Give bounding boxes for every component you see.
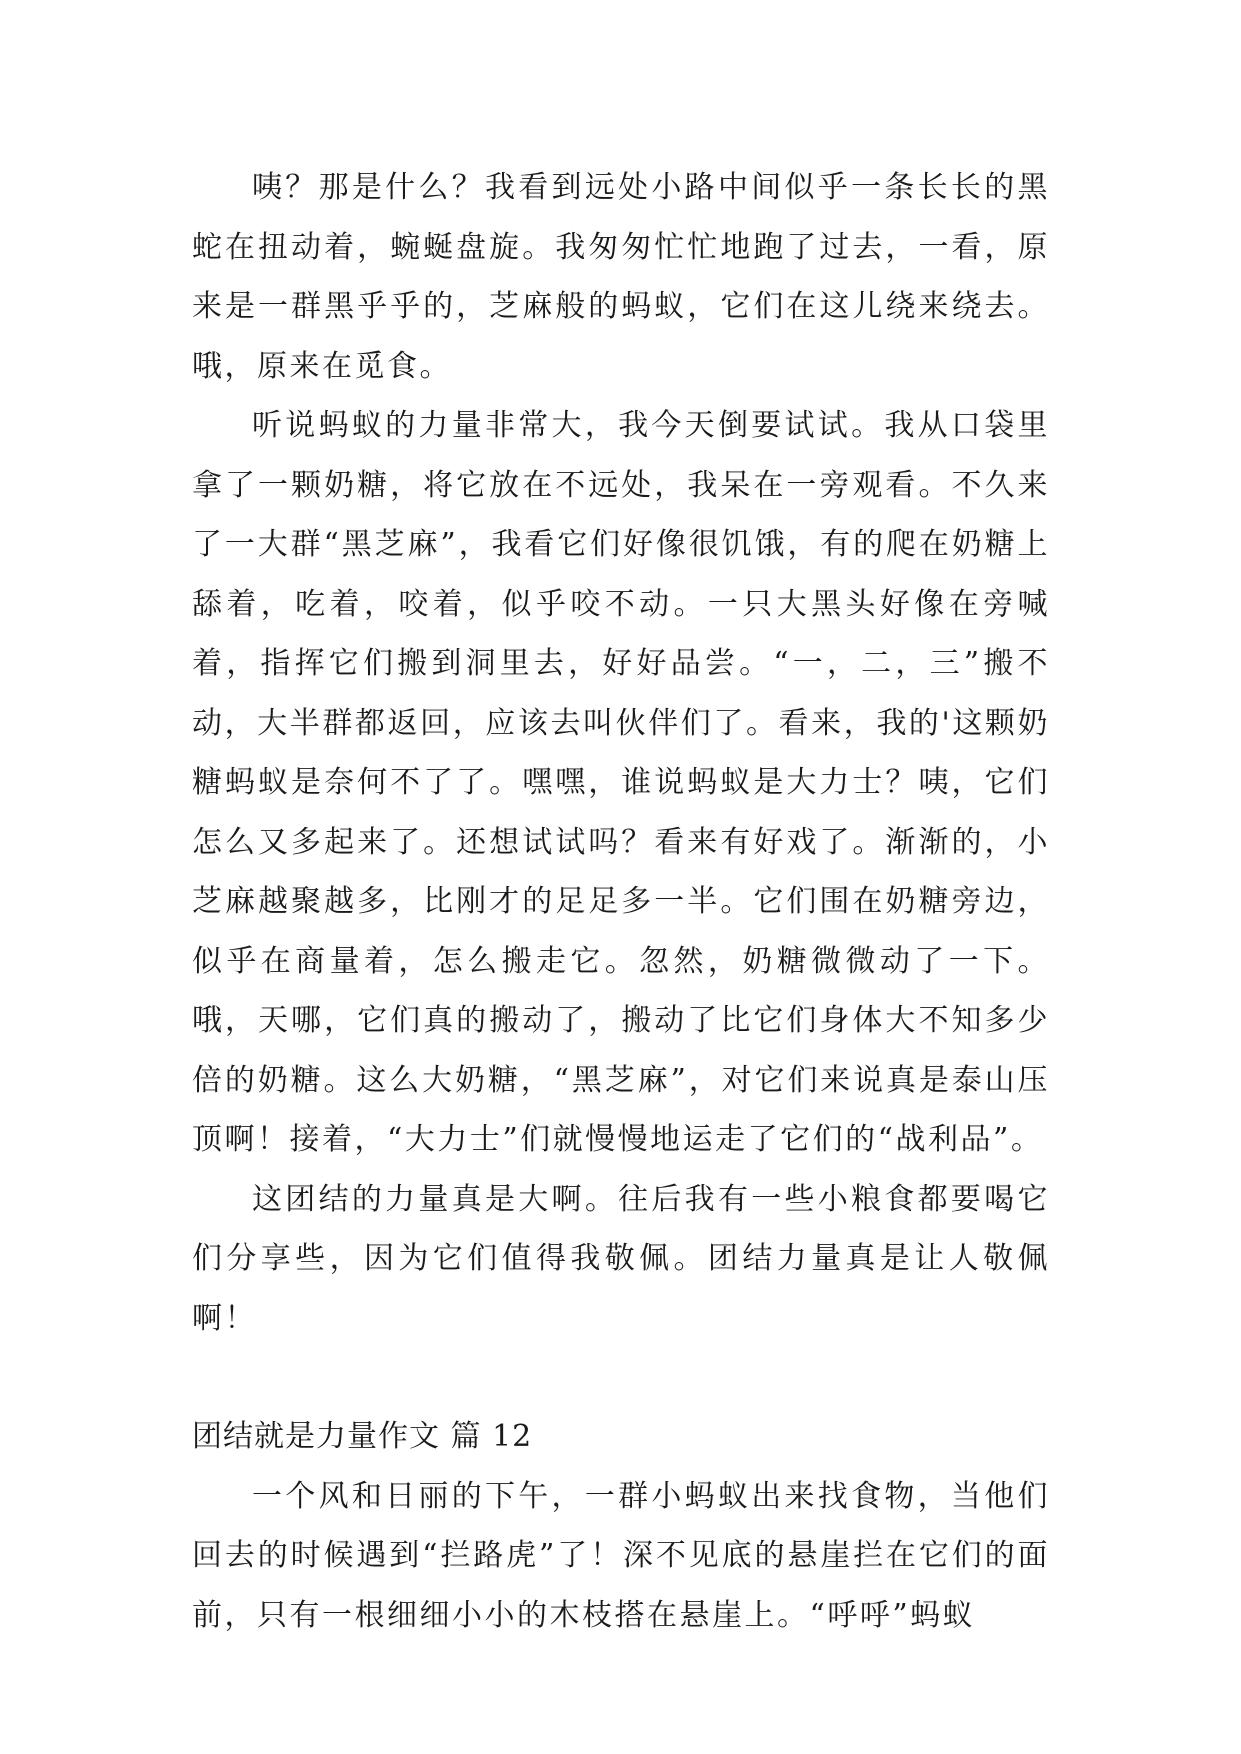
paragraph: 这团结的力量真是大啊。往后我有一些小粮食都要喝它们分享些，因为它们值得我敬佩。团结力量真是让人敬佩啊！ <box>192 1181 1050 1336</box>
section-title: 团结就是力量作文 篇 12 <box>192 1419 533 1454</box>
document-page <box>192 158 1050 1645</box>
paragraph: 听说蚂蚁的力量非常大，我今天倒要试试。我从口袋里拿了一颗奶糖，将它放在不远处，我呆在一旁观看。不久来了一大群“黑芝麻”，我看它们好像很饥饿，有的爬在奶糖上舔着，吃着，咬着，似乎咬不动。一只大黑头好像在旁喊着，指挥它们搬到洞里去，好好品尝。“一，二，三”搬不动，大半群都返回，应该去叫伙伴们了。看来，我的'这颗奶糖蚂蚁是奈何不了了。嘿嘿，谁说蚂蚁是大力士？咦，它们怎么又多起来了。还想试试吗？看来有好戏了。渐渐的，小芝麻越聚越多，比刚才的足足多一半。它们围在奶糖旁边，似乎在商量着，怎么搬走它。忽然，奶糖微微动了一下。哦，天哪，它们真的搬动了，搬动了比它们身体大不知多少倍的奶糖。这么大奶糖，“黑芝麻”，对它们来说真是泰山压顶啊！接着，“大力士”们就慢慢地运走了它们的“战利品”。 <box>192 408 1050 1157</box>
paragraph: 一个风和日丽的下午，一群小蚂蚁出来找食物，当他们回去的时候遇到“拦路虎”了！深不见底的悬崖拦在它们的面前，只有一根细细小小的木枝搭在悬崖上。“呼呼”蚂蚁 <box>192 1478 1050 1633</box>
paragraph: 咦？那是什么？我看到远处小路中间似乎一条长长的黑蛇在扭动着，蜿蜒盘旋。我匆匆忙忙地跑了过去，一看，原来是一群黑乎乎的，芝麻般的蚂蚁，它们在这儿绕来绕去。哦，原来在觅食。 <box>192 170 1050 384</box>
